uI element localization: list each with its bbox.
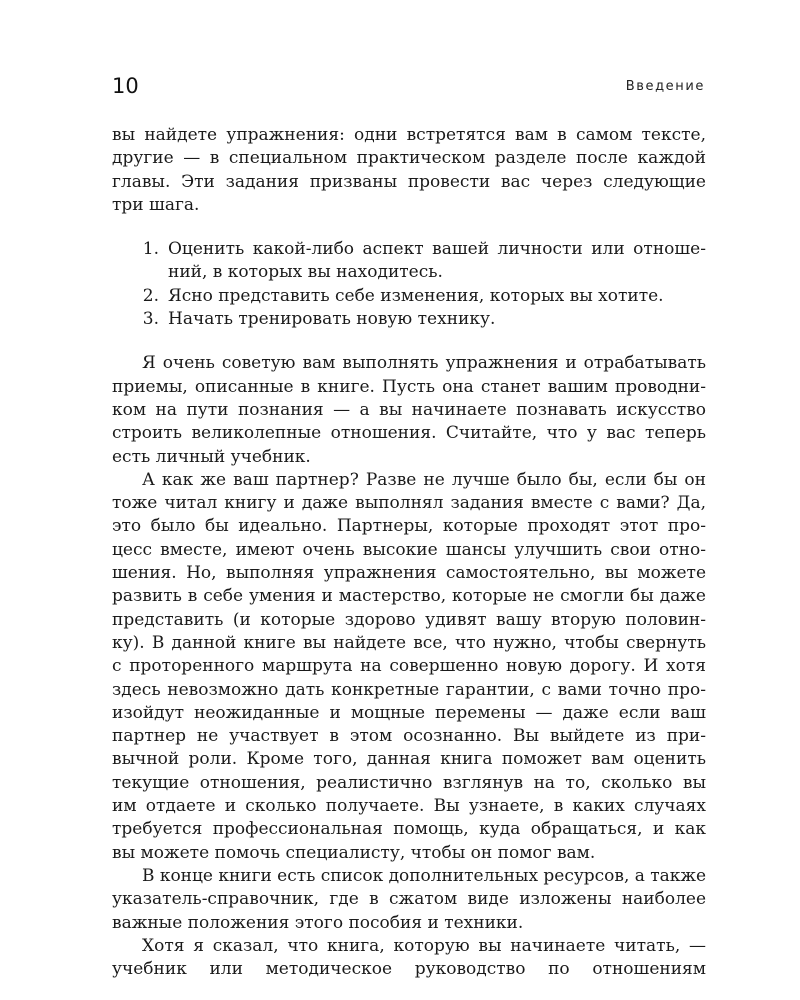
text-line: вычной роли. Кроме того, данная книга поможет вам оценить xyxy=(112,749,706,770)
running-head: Введение xyxy=(625,79,705,94)
list-item xyxy=(112,308,706,331)
text-line: В конце книги есть список дополнительных ресурсов, а также xyxy=(142,865,706,886)
paragraph-exercises xyxy=(112,352,706,468)
text-line: здесь невозможно дать конкретные гарантии, с вами точно про- xyxy=(112,679,706,700)
paragraph-resources xyxy=(112,865,706,935)
list-item-text: Ясно представить себе изменения, которых вы хотите. xyxy=(168,285,664,306)
text-line: главы. Эти задания призваны провести вас через следующие xyxy=(112,171,706,192)
text-line: ком на пути познания — а вы начинаете познавать искусство xyxy=(112,399,706,420)
list-item-text: ний, в которых вы находитесь. xyxy=(168,262,443,283)
paragraph-gap xyxy=(112,331,706,352)
paragraph-gap xyxy=(112,217,706,238)
text-line: тоже читал книгу и даже выполнял задания вместе с вами? Да, xyxy=(112,493,706,514)
text-line: представить (и которые здорово удивят вашу вторую половин- xyxy=(112,609,706,630)
page-number: 10 xyxy=(112,74,139,98)
text-line: им отдаете и сколько получаете. Вы узнаете, в каких случаях xyxy=(112,796,706,817)
list-item xyxy=(112,285,706,308)
list-item-number: 3. xyxy=(142,309,159,330)
text-line: есть личный учебник. xyxy=(112,446,311,467)
text-line: изойдут неожиданные и мощные перемены — даже если ваш xyxy=(112,702,706,723)
steps-list xyxy=(112,238,706,331)
text-line: развить в себе умения и мастерство, которые не смогли бы даже xyxy=(112,586,706,607)
body-text xyxy=(112,124,706,981)
text-line: это было бы идеально. Партнеры, которые проходят этот про- xyxy=(112,516,706,537)
list-item-number: 1. xyxy=(142,239,159,260)
text-line: требуется профессиональная помощь, куда обращаться, и как xyxy=(112,819,706,840)
text-line: указатель-справочник, где в сжатом виде изложены наиболее xyxy=(112,889,706,910)
text-line: три шага. xyxy=(112,194,200,215)
text-line: цесс вместе, имеют очень высокие шансы улучшить свои отно- xyxy=(112,539,706,560)
paragraph-intro xyxy=(112,124,706,217)
text-line: вы можете помочь специалисту, чтобы он помог вам. xyxy=(112,842,596,863)
text-line: шения. Но, выполняя упражнения самостоятельно, вы можете xyxy=(112,563,706,584)
list-item-text: Начать тренировать новую технику. xyxy=(168,309,496,330)
paragraph-textbook xyxy=(112,935,706,982)
text-line: строить великолепные отношения. Считайте, что у вас теперь xyxy=(112,423,706,444)
text-line: вы найдете упражнения: одни встретятся вам в самом тексте, xyxy=(112,125,706,145)
text-line: текущие отношения, реалистично взглянув на то, сколько вы xyxy=(112,772,706,793)
text-line: с проторенного маршрута на совершенно новую дорогу. И хотя xyxy=(112,656,706,677)
text-line: А как же ваш партнер? Разве не лучше было бы, если бы он xyxy=(142,469,706,490)
list-item xyxy=(112,238,706,285)
text-line: партнер не участвует в этом осознанно. Вы выйдете из при- xyxy=(112,726,706,747)
text-line: ку). В данной книге вы найдете все, что нужно, чтобы свернуть xyxy=(112,632,706,653)
list-item-text: Оценить какой-либо аспект вашей личности или отноше- xyxy=(168,239,706,260)
text-line: другие — в специальном практическом разделе после каждой xyxy=(112,148,706,169)
list-item-number: 2. xyxy=(142,285,159,306)
text-line: Я очень советую вам выполнять упражнения и отрабатывать xyxy=(142,353,706,374)
text-line: учебник или методическое руководство по отношениям xyxy=(112,959,706,980)
text-line: Хотя я сказал, что книга, которую вы начинаете читать, — xyxy=(142,935,706,956)
text-line: важные положения этого пособия и техники. xyxy=(112,912,524,933)
text-line: приемы, описанные в книге. Пусть она станет вашим проводни- xyxy=(112,376,706,397)
paragraph-partner xyxy=(112,469,706,865)
